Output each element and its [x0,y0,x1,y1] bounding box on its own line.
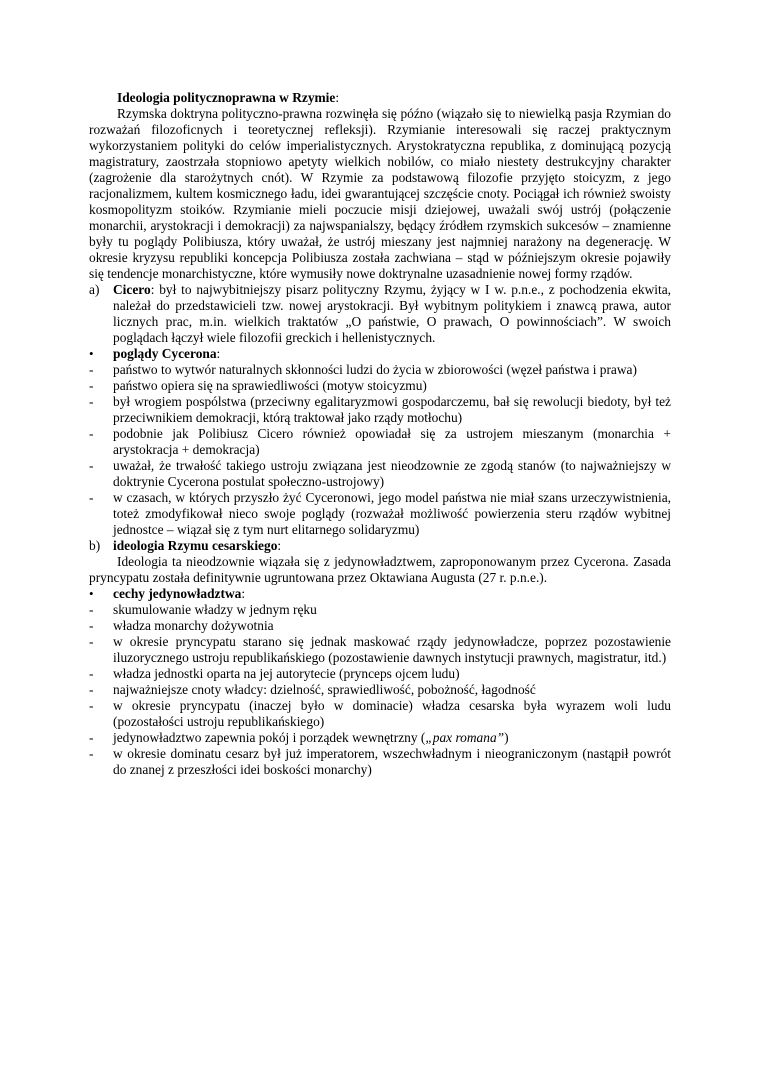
dash-marker: - [89,490,94,505]
document-page [89,90,671,778]
section-b-marker: b) [89,538,101,553]
dash-marker: - [89,634,94,649]
list-item: - władza jednostki oparta na jej autorytecie (prynceps ojcem ludu) [89,666,460,681]
dash-marker: - [89,394,94,409]
dash-marker: - [89,378,94,393]
monarchy-features-list [89,602,671,778]
list-item: - uważał, że trwałość takiego ustroju związana jest nieodzownie ze zgodą stanów (to najważniejszy w doktrynie Cycerona postulat społeczno-ustrojowy) [89,458,671,489]
section-a-marker: a) [89,282,100,297]
section-b-colon: : [277,538,282,553]
dash-marker: - [89,426,94,441]
intro-paragraph: Rzymska doktryna polityczno-prawna rozwinęła się późno (wiązało się to niewielką pasja Rzymian do rozważań filozoficnych i teoretycznej refleksji). Rzymianie interesowali się raczej praktycznym wykorzystaniem polityki do celów imperialistycznych. Arystokratyczna republika, z dominującą pozycją magistratury, zaostrzała stopniowo apetyty wielkich nobilów, co miało niestety destrukcyjny charakter (zagrożenie dla starożytnych cnót). W Rzymie za podstawową filozofie przyjęto stoicyzm, z jego racjonalizmem, kultem kosmicznego ładu, idei gwarantującej szczęście cnoty. Pociągał ich również swoisty kosmopolityzm stoików. Rzymianie mieli poczucie misji dziejowej, uważali swój ustrój (połączenie monarchii, arystokracji i demokracji) za najwspanialszy, będący źródłem rzymskich sukcesów – znamienne były tu poglądy Polibiusza, który uważał, że ustrój mieszany jest najmniej narażony na degenerację. W okresie kryzysu republiki koncepcja Polibiusza została zachwiana – stąd w późniejszym okresie pojawiły się tendencje monarchistyczne, które wymusiły nowe doktrynalne uzasadnienie nowej formy rządów. [89,106,671,281]
list-item: - władza monarchy dożywotnia [89,618,274,633]
bullet-icon: • [89,586,94,601]
pax-item-before: jedynowładztwo zapewnia pokój i porządek wewnętrzny ( [113,730,426,745]
dash-marker: - [89,618,94,633]
bullet-heading-monarchy [89,586,671,602]
dash-marker: - [89,602,94,617]
cicero-views-list [89,362,671,538]
list-item: - w okresie pryncypatu starano się jednak maskować rządy jedynowładcze, poprzez pozostawienie iluzorycznego ustroju republikańskiego (pozostawienie dawnych instytucji prawnych, magistratur, itd.) [89,634,671,665]
list-item [89,730,671,746]
list-item: - skumulowanie władzy w jednym ręku [89,602,317,617]
title-text: Ideologia politycznoprawna w Rzymie [117,90,336,105]
section-a-name: Cicero [113,282,151,297]
bullet-heading-label: poglądy Cycerona [113,346,217,361]
bullet-heading-cicero [89,346,671,362]
bullet-heading-label: cechy jedynowładztwa [113,586,242,601]
dash-marker: - [89,362,94,377]
dash-marker: - [89,698,94,713]
section-a [89,282,671,346]
bullet-icon: • [89,346,94,361]
pax-item-after: ) [504,730,509,745]
section-a-text: : był to najwybitniejszy pisarz polityczny Rzymu, żyjący w I w. p.n.e., z pochodzenia ekwita, należał do przedstawicieli tzw. nowej arystokracji. Był wybitnym politykiem i znawcą prawa, autor licznych prac, m.in. wielkich traktatów „O państwie, O prawach, O powinnościach”. W swoich poglądach łączył wiele filozofii greckich i hellenistycznych. [113,282,671,345]
list-item: - w okresie dominatu cesarz był już imperatorem, wszechwładnym i nieograniczonym (nastąpił powrót do znanej z przeszłości idei boskości monarchy) [89,746,671,777]
list-item: - najważniejsze cnoty władcy: dzielność, sprawiedliwość, pobożność, łagodność [89,682,536,697]
section-b-label: ideologia Rzymu cesarskiego [113,538,278,553]
list-item: - był wrogiem pospólstwa (przeciwny egalitaryzmowi gospodarczemu, bał się rewolucji biedoty, był też przeciwnikiem demokracji, którą traktował jako rządy motłochu) [89,394,671,425]
list-item: - państwo to wytwór naturalnych skłonności ludzi do życia w zbiorowości (węzeł państwa i prawa) [89,362,637,377]
bullet-heading-colon: : [241,586,246,601]
bullet-heading-colon: : [216,346,221,361]
dash-marker: - [89,730,94,745]
dash-marker: - [89,682,94,697]
list-item: - podobnie jak Polibiusz Cicero również opowiadał się za ustrojem mieszanym (monarchia + arystokracja + demokracja) [89,426,671,457]
list-item: - w czasach, w których przyszło żyć Cyceronowi, jego model państwa nie miał szans urzeczywistnienia, toteż zmodyfikował nieco swoje poglądy (rozważał możliwość powierzenia steru rządów wybitnej jednostce – wiązał się z tym nurt elitarnego solidaryzmu) [89,490,671,537]
dash-marker: - [89,746,94,761]
document-title [89,90,671,106]
list-item: - w okresie pryncypatu (inaczej było w dominacie) władza cesarska była wyrazem woli ludu (pozostałości ustroju republikańskiego) [89,698,671,729]
section-b [89,538,671,554]
list-item: - państwo opiera się na sprawiedliwości (motyw stoicyzmu) [89,378,427,393]
dash-marker: - [89,458,94,473]
pax-romana-phrase: „pax romana” [425,730,505,745]
title-colon: : [335,90,340,105]
dash-marker: - [89,666,94,681]
section-b-paragraph: Ideologia ta nieodzownie wiązała się z jedynowładztwem, zaproponowanym przez Cycerona. Zasada pryncypatu została definitywnie ugruntowana przez Oktawiana Augusta (27 r. p.n.e.). [89,554,671,585]
